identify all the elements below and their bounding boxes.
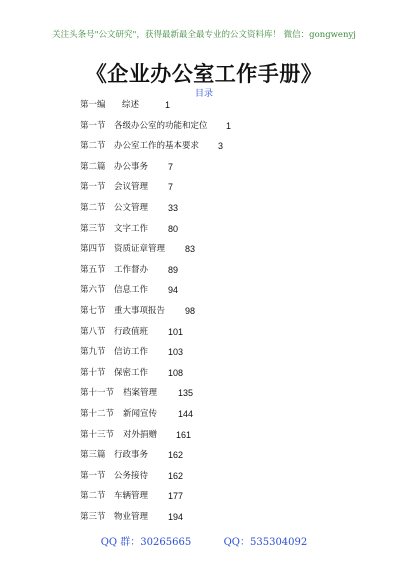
toc-row (0, 345, 408, 359)
toc-page-number: 94 (168, 285, 179, 296)
toc-section-label: 第五节 (80, 264, 106, 275)
toc-entry-title: 行政值班 (114, 326, 149, 337)
toc-entry-title: 档案管理 (123, 388, 158, 399)
table-of-contents (0, 98, 408, 528)
toc-page-number: 162 (168, 470, 184, 481)
toc-row (0, 98, 408, 112)
toc-row (0, 428, 408, 442)
toc-section-label: 第一节 (80, 120, 106, 131)
toc-section-label: 第三节 (80, 512, 106, 522)
toc-row (0, 283, 408, 297)
toc-page-number: 108 (168, 367, 184, 378)
toc-row (0, 448, 408, 462)
toc-section-label: 第一节 (80, 470, 106, 481)
toc-row (0, 222, 408, 236)
toc-row (0, 386, 408, 400)
toc-entry-title: 公务接待 (114, 470, 149, 481)
toc-row (0, 366, 408, 380)
toc-page-number: 7 (168, 161, 174, 172)
toc-section-label: 第四节 (80, 244, 106, 255)
toc-row (0, 407, 408, 421)
toc-entry-title: 办公事务 (114, 161, 149, 172)
toc-page-number: 135 (178, 388, 194, 399)
toc-entry-title: 会议管理 (114, 182, 149, 193)
toc-section-label: 第八节 (80, 326, 106, 337)
toc-entry-title: 文字工作 (114, 223, 149, 234)
toc-row (0, 325, 408, 339)
toc-row (0, 510, 408, 524)
toc-row (0, 180, 408, 194)
toc-entry-title: 重大事项报告 (114, 306, 166, 316)
toc-row (0, 119, 408, 133)
toc-page-number: 103 (168, 347, 184, 358)
toc-page-number: 177 (168, 491, 184, 502)
toc-entry-title: 信访工作 (114, 347, 149, 358)
toc-row (0, 139, 408, 153)
toc-page-number: 3 (218, 141, 224, 152)
toc-section-label: 第一节 (80, 182, 106, 193)
toc-page-number: 33 (168, 203, 179, 213)
toc-page-number: 89 (168, 264, 179, 275)
toc-section-label: 第六节 (80, 285, 106, 296)
toc-section-label: 第十一节 (80, 388, 115, 399)
toc-row (0, 304, 408, 318)
toc-entry-title: 车辆管理 (114, 491, 149, 502)
footer-contact (0, 533, 408, 548)
toc-entry-title: 新闻宣传 (123, 409, 158, 419)
toc-section-label: 第一编 (80, 100, 106, 110)
toc-entry-title: 行政事务 (114, 450, 149, 461)
toc-row (0, 489, 408, 503)
toc-page-number: 162 (168, 450, 184, 461)
document-title: 《企业办公室工作手册》 (85, 61, 323, 86)
toc-row (0, 242, 408, 256)
toc-section-label: 第七节 (80, 306, 106, 316)
toc-page-number: 98 (185, 306, 196, 316)
toc-page-number: 161 (176, 429, 192, 440)
toc-page-number: 1 (165, 100, 171, 110)
toc-section-label: 第十二节 (80, 409, 115, 419)
toc-entry-title: 资质证章管理 (114, 244, 166, 255)
toc-page-number: 7 (168, 182, 174, 193)
qq-number: QQ：535304092 (223, 537, 308, 548)
header-banner: 关注头条号"公文研究"，获得最新最全最专业的公文资料库！ 微信：gongwenyj (52, 30, 356, 40)
toc-entry-title: 信息工作 (114, 285, 149, 296)
toc-section-label: 第二节 (80, 203, 106, 213)
toc-entry-title: 各级办公室的功能和定位 (114, 120, 208, 131)
toc-section-label: 第二节 (80, 141, 106, 152)
toc-page-number: 101 (168, 326, 184, 337)
toc-entry-title: 物业管理 (114, 512, 149, 522)
toc-section-label: 第九节 (80, 347, 106, 358)
toc-entry-title: 对外捐赠 (123, 429, 158, 440)
toc-row (0, 263, 408, 277)
toc-page-number: 1 (226, 120, 232, 131)
toc-entry-title: 办公室工作的基本要求 (114, 141, 200, 152)
toc-entry-title: 综述 (122, 100, 140, 110)
toc-row (0, 160, 408, 174)
toc-section-label: 第三篇 (80, 450, 106, 461)
toc-section-label: 第三节 (80, 223, 106, 234)
toc-section-label: 第二篇 (80, 161, 106, 172)
toc-row (0, 201, 408, 215)
toc-row (0, 469, 408, 483)
toc-page-number: 83 (185, 244, 196, 255)
toc-section-label: 第二节 (80, 491, 106, 502)
toc-page-number: 144 (178, 409, 194, 419)
toc-section-label: 第十三节 (80, 429, 115, 440)
toc-page-number: 194 (168, 512, 184, 522)
qq-group-number: QQ 群：30265665 (100, 537, 192, 548)
toc-entry-title: 工作督办 (114, 264, 149, 275)
toc-heading: 目录 (194, 89, 213, 99)
toc-page-number: 80 (168, 223, 179, 234)
toc-entry-title: 公文管理 (114, 203, 149, 213)
toc-entry-title: 保密工作 (114, 367, 149, 378)
toc-section-label: 第十节 (80, 367, 106, 378)
